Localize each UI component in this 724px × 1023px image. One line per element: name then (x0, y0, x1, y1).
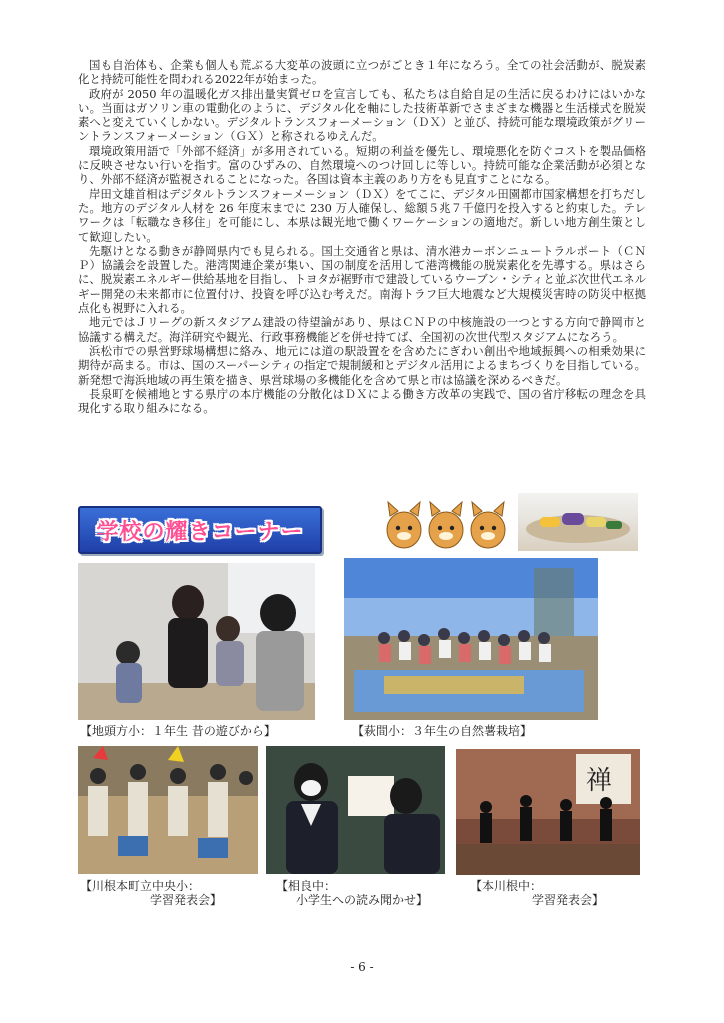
caption-kawanehoncho-1: 【川根本町立中央小： (80, 879, 201, 893)
page-number: - 6 - (350, 960, 374, 974)
mascot-icon (387, 502, 421, 548)
caption-hagima: 【萩間小：３年生の自然薯栽培】 (352, 724, 533, 738)
article-paragraph: 国も自治体も、企業も個人も荒ぶる大変革の波頭に立つがごとき１年になろう。全ての社会活動が、脱炭素化と持続可能性を問われる2022年が始まった。 (78, 58, 646, 87)
photo-hagima (344, 558, 598, 720)
caption-honkawane-2: 学習発表会】 (532, 893, 605, 907)
photo-honkawane (456, 749, 640, 875)
article-paragraph: 先駆けとなる動きが静岡県内でも見られる。国土交通省と県は、清水港カーボンニュートラルポート（ＣＮＰ）協議会を設置した。港湾関連企業が集い、国の制度を活用して港湾機能の脱炭素化を先導する。県はさらに、脱炭素エネルギー供給基地を目指し、トヨタが裾野市で建設しているウーブン・シティと並ぶ次世代エネルギー開発の未来都市に位置付け、投資を呼び込む考えだ。南海トラフ巨大地震など大規模災害時の防災中枢拠点化も視野に入れる。 (78, 243, 646, 316)
corner-banner (78, 506, 322, 554)
article-paragraph: 環境政策用語で「外部不経済」が多用されている。短期の利益を優先し、環境悪化を防ぐコストを製品価格に反映させない行いを指す。富のひずみの、自然環境へのつけ回しに等しい。持続可能な企業活動が必須となり、外部不経済が監視されることになった。各国は資本主義のあり方をも見直すことになる。 (78, 143, 646, 187)
article-paragraph: 地元ではＪリーグの新スタジアム建設の待望論があり、県はＣＮＰの中核施設の一つとする方向で静岡市と協議する構えだ。海洋研究や観光、行政事務機能どを併せ持てば、全国初の次世代型スタジアムになろう。 (78, 315, 646, 344)
article-paragraph: 長泉町を候補地とする県庁の本庁機能の分散化はＤＸによる働き方改革の実践で、国の省庁移転の理念を具現化する取り組みになる。 (78, 386, 646, 416)
mascot-group (382, 496, 512, 558)
mascot-icon (429, 502, 463, 548)
photo-kawanehoncho (78, 746, 258, 874)
caption-jitogata: 【地頭方小：１年生 昔の遊びから】 (80, 724, 276, 738)
crop-photo (518, 493, 638, 551)
corner-title: 学校の耀きコーナー (96, 519, 304, 545)
article-paragraph: 政府が 2050 年の温暖化ガス排出量実質ゼロを宣言しても、私たちは自給自足の生活に戻るわけにはいかない。当面はガソリン車の電動化のように、デジタル化を軸にした技術革新でさまざまな機器と生活様式を脱炭素へと変えていくしかない。デジタルトランスフォーメーション（ＤＸ）と並び、持続可能な環境政策がグリーントランスフォーメーション（ＧＸ）と称されるゆえんだ。 (78, 86, 646, 144)
photo-sagara (266, 746, 445, 874)
mascot-icon (471, 502, 505, 548)
article-paragraph: 岸田文雄首相はデジタルトランスフォーメーション（ＤＸ）をてこに、デジタル田園都市国家構想を打ちだした。地方のデジタル人材を 26 年度末までに 230 万人確保し、総額５兆７千億円を投入すると約束した。テレワークは「転職なき移住」を可能にし、本県は観光地で働くワーケーションの適地だ。新しい地方創生策として歓迎したい。 (78, 186, 646, 244)
article-body (78, 58, 646, 415)
article-paragraph: 浜松市での県営野球場構想に絡み、地元には道の駅設置をを含めたにぎわい創出や地域振興への相乗効果に期待が高まる。市は、国のスーパーシティの指定で規制緩和とデジタル活用によるまちづくりを目指している。新発想で海浜地域の再生策を描き、県営球場の多機能化を含めて県と市は協議を深めるべきだ。 (78, 343, 646, 387)
photo-jitogata (78, 563, 315, 720)
caption-sagara-2: 小学生への読み聞かせ】 (296, 893, 429, 907)
caption-kawanehoncho-2: 学習発表会】 (150, 893, 223, 907)
svg-text:禅: 禅 (586, 766, 613, 796)
caption-sagara-1: 【相良中： (276, 879, 337, 893)
caption-honkawane-1: 【本川根中： (470, 879, 543, 893)
